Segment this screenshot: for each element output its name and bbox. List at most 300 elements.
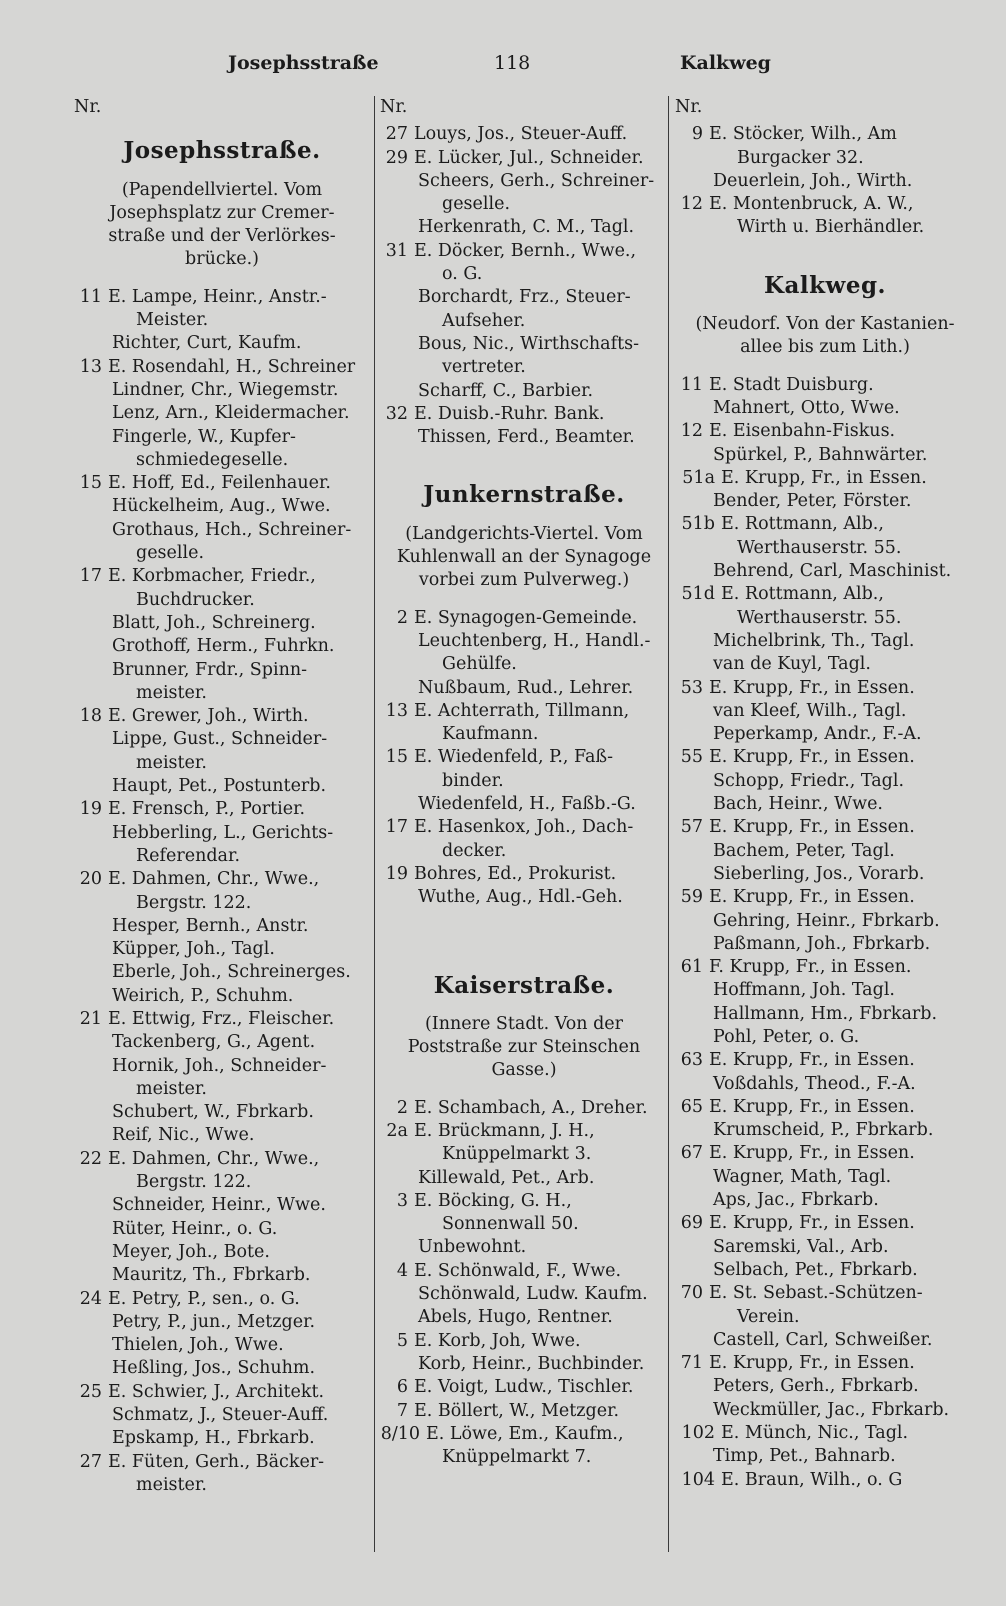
entry-text: geselle. (136, 543, 205, 564)
directory-entry (74, 612, 370, 635)
directory-entry (675, 467, 975, 490)
directory-entry (675, 1422, 975, 1445)
entry-text: Wiedenfeld, H., Faßb.-G. (418, 794, 636, 815)
directory-entry (675, 1329, 975, 1352)
directory-entry (74, 1148, 370, 1171)
house-number: 59 (680, 887, 703, 908)
house-number: 31 (385, 240, 408, 261)
entry-text: E. Löwe, Em., Kaufm., (426, 1423, 624, 1444)
entry-text: E. Achterrath, Tillmann, (414, 700, 630, 721)
entry-text: Weirich, P., Schuhm. (112, 985, 294, 1006)
directory-entry (380, 240, 668, 263)
entry-text: Buchdrucker. (136, 589, 255, 610)
entry-text: Scheers, Gerh., Schreiner- (418, 170, 655, 191)
entry-text: Sieberling, Jos., Vorarb. (713, 863, 925, 884)
street-description (675, 313, 975, 360)
directory-entry (74, 495, 370, 518)
directory-entry (74, 822, 370, 845)
entry-text: Meister. (136, 310, 209, 331)
entry-text: E. Hoff, Ed., Feilenhauer. (108, 473, 331, 494)
directory-entry (380, 816, 668, 839)
entry-text: decker. (442, 840, 507, 861)
directory-entry (675, 1096, 975, 1119)
entry-text: van de Kuyl, Tagl. (713, 654, 871, 675)
entry-text: Mauritz, Th., Fbrkarb. (112, 1265, 311, 1286)
directory-entry (675, 979, 975, 1002)
house-number: 65 (680, 1096, 703, 1117)
entry-text: Blatt, Joh., Schreinerg. (112, 612, 316, 633)
directory-entry (74, 1427, 370, 1450)
directory-entry (74, 845, 370, 868)
entry-text: Burgacker 32. (737, 147, 864, 168)
entry-text: meister. (136, 752, 207, 773)
entry-text: Scharff, C., Barbier. (418, 380, 594, 401)
entry-text: E. Korbmacher, Friedr., (108, 566, 316, 587)
directory-entry (380, 793, 668, 816)
entry-text: E. Böcking, G. H., (414, 1190, 572, 1211)
house-number: 2a (386, 1120, 408, 1141)
directory-entry (74, 286, 370, 309)
entry-text: Hesper, Bernh., Anstr. (112, 915, 309, 936)
entry-text: Peperkamp, Andr., F.-A. (713, 724, 922, 745)
entry-text: Lenz, Arn., Kleidermacher. (112, 403, 350, 424)
directory-entry (74, 938, 370, 961)
entry-text: E. Krupp, Fr., in Essen. (721, 467, 927, 488)
directory-entry (675, 1352, 975, 1375)
entry-text: Werthauserstr. 55. (737, 537, 902, 558)
directory-entry (74, 635, 370, 658)
entry-text: meister. (136, 1474, 207, 1495)
directory-entry (74, 1288, 370, 1311)
street-description (74, 179, 370, 272)
directory-entry (380, 123, 668, 146)
entry-list (74, 286, 370, 1497)
directory-entry (74, 356, 370, 379)
entry-text: E. Ettwig, Frz., Fleischer. (108, 1008, 335, 1029)
entry-text: Pohl, Peter, o. G. (713, 1026, 860, 1047)
entry-text: E. Krupp, Fr., in Essen. (709, 677, 915, 698)
house-number: 51b (681, 514, 715, 535)
description-line: brücke.) (185, 249, 259, 270)
entry-text: Leuchtenberg, H., Handl.- (418, 630, 651, 651)
entry-text: Bergstr. 122. (136, 892, 252, 913)
directory-entry (380, 1283, 668, 1306)
house-number: 12 (680, 421, 703, 442)
entry-text: Bergstr. 122. (136, 1172, 252, 1193)
house-number: 8/10 (380, 1423, 420, 1444)
entry-text: Bachem, Peter, Tagl. (713, 840, 895, 861)
street-title: Kaiserstraße. (433, 971, 615, 999)
entry-text: E. Grewer, Joh., Wirth. (108, 706, 309, 727)
directory-entry (380, 356, 668, 379)
entry-text: Deuerlein, Joh., Wirth. (713, 170, 913, 191)
house-number: 2 (396, 1097, 408, 1118)
entry-text: Bous, Nic., Wirthschafts- (418, 333, 640, 354)
entry-text: Wirth u. Bierhändler. (737, 217, 925, 238)
directory-entry (74, 519, 370, 542)
house-number: 29 (385, 147, 408, 168)
entry-text: Peters, Gerh., Fbrkarb. (713, 1376, 919, 1397)
directory-entry (380, 170, 668, 193)
house-number: 102 (681, 1423, 715, 1444)
street-title: Kalkweg. (763, 271, 887, 299)
house-number: 5 (396, 1330, 408, 1351)
house-number: 51d (681, 584, 715, 605)
entry-text: E. Schwier, J., Architekt. (108, 1381, 325, 1402)
entry-text: Tackenberg, G., Agent. (112, 1032, 316, 1053)
house-number: 104 (681, 1469, 715, 1490)
directory-entry (380, 1400, 668, 1423)
directory-entry (74, 1218, 370, 1241)
directory-entry (380, 1353, 668, 1376)
directory-entry (74, 1381, 370, 1404)
house-number: 19 (385, 863, 408, 884)
entry-text: meister. (136, 1078, 207, 1099)
entry-text: F. Krupp, Fr., in Essen. (709, 957, 912, 978)
directory-entry (74, 332, 370, 355)
street-description (380, 523, 668, 593)
entry-text: E. Dahmen, Chr., Wwe., (108, 1148, 320, 1169)
entry-text: Hornik, Joh., Schneider- (112, 1055, 327, 1076)
directory-entry (675, 374, 975, 397)
entry-text: Lippe, Gust., Schneider- (112, 729, 328, 750)
directory-entry (380, 147, 668, 170)
house-number: 2 (396, 607, 408, 628)
directory-entry (380, 1190, 668, 1213)
house-number: 61 (680, 957, 703, 978)
directory-entry (675, 1026, 975, 1049)
house-number: 4 (396, 1260, 408, 1281)
directory-entry (380, 863, 668, 886)
entry-text: Küpper, Joh., Tagl. (112, 939, 275, 960)
directory-entry (380, 886, 668, 909)
directory-entry (74, 426, 370, 449)
directory-entry (675, 147, 975, 170)
directory-entry (675, 1399, 975, 1422)
directory-entry (74, 752, 370, 775)
directory-entry (74, 1241, 370, 1264)
directory-entry (380, 723, 668, 746)
directory-entry (675, 1119, 975, 1142)
directory-entry (380, 193, 668, 216)
entry-text: binder. (442, 770, 504, 791)
directory-entry (380, 607, 668, 630)
entry-text: Schönwald, Ludw. Kaufm. (418, 1284, 648, 1305)
directory-entry (380, 1446, 668, 1469)
directory-entry (675, 677, 975, 700)
directory-entry (74, 1264, 370, 1287)
house-number: 9 (691, 124, 703, 145)
house-number: 7 (396, 1400, 408, 1421)
entry-text: E. Döcker, Bernh., Wwe., (414, 240, 637, 261)
entry-text: Killewald, Pet., Arb. (418, 1167, 595, 1188)
directory-entry (675, 886, 975, 909)
directory-entry (74, 659, 370, 682)
directory-entry (675, 700, 975, 723)
entry-text: E. Braun, Wilh., o. G (721, 1469, 903, 1490)
entry-text: Louys, Jos., Steuer-Auff. (414, 124, 628, 145)
directory-entry (74, 472, 370, 495)
directory-entry (380, 310, 668, 333)
house-number: 11 (79, 286, 102, 307)
street-title: Junkernstraße. (423, 481, 625, 509)
house-number: 67 (680, 1143, 703, 1164)
directory-entry (74, 892, 370, 915)
directory-entry (380, 216, 668, 239)
entry-text: Paßmann, Joh., Fbrkarb. (713, 933, 931, 954)
directory-entry (675, 770, 975, 793)
directory-entry (74, 1171, 370, 1194)
directory-entry (380, 263, 668, 286)
entry-text: Grothoff, Herm., Fuhrkn. (112, 636, 335, 657)
directory-entry (74, 868, 370, 891)
entry-text: Gehülfe. (442, 654, 517, 675)
directory-entry (675, 863, 975, 886)
entry-text: Schopp, Friedr., Tagl. (713, 770, 905, 791)
house-number: 11 (680, 374, 703, 395)
directory-entry (74, 589, 370, 612)
house-number: 13 (79, 356, 102, 377)
entry-text: E. Rosendahl, H., Schreiner (108, 356, 356, 377)
directory-entry (675, 746, 975, 769)
house-number: 18 (79, 706, 102, 727)
directory-entry (675, 397, 975, 420)
directory-entry (675, 123, 975, 146)
description-line: (Innere Stadt. Von der (424, 1013, 624, 1034)
entry-text: E. Lücker, Jul., Schneider. (414, 147, 644, 168)
entry-text: E. Krupp, Fr., in Essen. (709, 1050, 915, 1071)
directory-entry (675, 607, 975, 630)
entry-text: E. Krupp, Fr., in Essen. (709, 1213, 915, 1234)
entry-text: o. G. (442, 264, 483, 285)
directory-entry (675, 1003, 975, 1026)
entry-text: Epskamp, H., Fbrkarb. (112, 1428, 315, 1449)
directory-entry (380, 426, 668, 449)
house-number: 57 (680, 817, 703, 838)
directory-entry (74, 1311, 370, 1334)
entry-text: Selbach, Pet., Fbrkarb. (713, 1259, 918, 1280)
directory-entry (74, 915, 370, 938)
directory-entry (675, 1469, 975, 1492)
street-description (380, 1013, 668, 1083)
entry-text: E. Montenbruck, A. W., (709, 194, 914, 215)
page-number: 118 (494, 52, 531, 74)
entry-text: Meyer, Joh., Bote. (112, 1241, 270, 1262)
directory-entry (380, 630, 668, 653)
entry-text: E. Rottmann, Alb., (721, 584, 884, 605)
entry-list (675, 374, 975, 1492)
description-line: (Neudorf. Von der Kastanien- (695, 314, 955, 335)
directory-entry (675, 793, 975, 816)
house-number: 19 (79, 799, 102, 820)
entry-text: Hoffmann, Joh. Tagl. (713, 980, 895, 1001)
directory-entry (74, 1357, 370, 1380)
entry-text: Wagner, Math, Tagl. (713, 1166, 892, 1187)
column-2 (380, 96, 668, 1469)
house-number: 20 (79, 869, 102, 890)
entry-text: Haupt, Pet., Postunterb. (112, 776, 327, 797)
house-number: 55 (680, 747, 703, 768)
description-line: Josephsplatz zur Cremer- (109, 202, 335, 223)
entry-text: Knüppelmarkt 3. (442, 1144, 592, 1165)
directory-entry (74, 1194, 370, 1217)
directory-entry (380, 1376, 668, 1399)
entry-text: Fingerle, W., Kupfer- (112, 426, 296, 447)
house-number: 13 (385, 700, 408, 721)
directory-entry (74, 1101, 370, 1124)
entry-text: E. Dahmen, Chr., Wwe., (108, 869, 320, 890)
entry-text: Voßdahls, Theod., F.-A. (713, 1073, 916, 1094)
directory-entry (380, 770, 668, 793)
directory-entry (74, 1404, 370, 1427)
entry-text: E. Krupp, Fr., in Essen. (709, 1353, 915, 1374)
directory-entry (675, 1212, 975, 1235)
directory-entry (675, 216, 975, 239)
entry-text: E. Frensch, P., Portier. (108, 799, 306, 820)
entry-text: E. Hasenkox, Joh., Dach- (414, 817, 634, 838)
entry-text: E. Füten, Gerh., Bäcker- (108, 1451, 325, 1472)
house-number: 27 (385, 124, 408, 145)
entry-text: Hückelheim, Aug., Wwe. (112, 496, 331, 517)
directory-entry (74, 542, 370, 565)
entry-text: Lindner, Chr., Wiegemstr. (112, 379, 339, 400)
entry-text: Herkenrath, C. M., Tagl. (418, 217, 635, 238)
directory-entry (675, 1166, 975, 1189)
entry-list (675, 123, 975, 239)
directory-entry (675, 956, 975, 979)
entry-text: Bach, Heinr., Wwe. (713, 794, 883, 815)
directory-entry (74, 1474, 370, 1497)
entry-text: E. Krupp, Fr., in Essen. (709, 747, 915, 768)
entry-list (380, 607, 668, 910)
directory-entry (675, 513, 975, 536)
directory-entry (675, 560, 975, 583)
entry-text: E. Korb, Joh, Wwe. (414, 1330, 581, 1351)
entry-text: E. Schönwald, F., Wwe. (414, 1260, 622, 1281)
entry-list (380, 1097, 668, 1470)
house-number: 17 (79, 566, 102, 587)
directory-entry (675, 444, 975, 467)
house-number: 27 (79, 1451, 102, 1472)
directory-entry (380, 840, 668, 863)
house-number: 53 (680, 677, 703, 698)
directory-entry (74, 1031, 370, 1054)
entry-text: Saremski, Val., Arb. (713, 1236, 889, 1257)
entry-text: E. Duisb.-Ruhr. Bank. (414, 403, 605, 424)
nr-label: Nr. (675, 97, 703, 117)
entry-text: Verein. (737, 1306, 800, 1327)
directory-entry (380, 1213, 668, 1236)
directory-entry (675, 537, 975, 560)
entry-text: meister. (136, 682, 207, 703)
entry-text: Aufseher. (442, 310, 526, 331)
description-line: Kuhlenwall an der Synagoge (396, 547, 652, 568)
entry-text: E. Krupp, Fr., in Essen. (709, 1143, 915, 1164)
directory-entry (675, 1375, 975, 1398)
directory-entry (675, 723, 975, 746)
house-number: 21 (79, 1008, 102, 1029)
directory-entry (74, 402, 370, 425)
house-number: 6 (396, 1377, 408, 1398)
entry-text: E. Krupp, Fr., in Essen. (709, 1096, 915, 1117)
directory-entry (675, 170, 975, 193)
directory-entry (380, 1260, 668, 1283)
entry-text: Nußbaum, Rud., Lehrer. (418, 677, 634, 698)
directory-entry (380, 286, 668, 309)
entry-text: E. Lampe, Heinr., Anstr.- (108, 286, 327, 307)
directory-entry (675, 1073, 975, 1096)
house-number: 70 (680, 1283, 703, 1304)
description-line: Gasse.) (491, 1060, 557, 1081)
entry-text: Spürkel, P., Bahnwärter. (713, 444, 928, 465)
directory-entry (380, 1236, 668, 1259)
directory-entry (675, 1282, 975, 1305)
directory-entry (380, 1330, 668, 1353)
entry-text: Hallmann, Hm., Fbrkarb. (713, 1003, 938, 1024)
house-number: 69 (680, 1213, 703, 1234)
entry-text: Aps, Jac., Fbrkarb. (713, 1190, 879, 1211)
entry-text: Schmatz, J., Steuer-Auff. (112, 1405, 329, 1426)
entry-text: Thielen, Joh., Wwe. (112, 1335, 284, 1356)
column-divider (668, 96, 669, 1552)
entry-text: Sonnenwall 50. (442, 1214, 579, 1235)
directory-entry (74, 705, 370, 728)
entry-text: Schubert, W., Fbrkarb. (112, 1102, 314, 1123)
entry-text: Richter, Curt, Kaufm. (112, 333, 302, 354)
entry-text: E. Stadt Duisburg. (709, 374, 874, 395)
house-number: 22 (79, 1148, 102, 1169)
entry-text: E. Böllert, W., Metzger. (414, 1400, 620, 1421)
directory-entry (74, 1008, 370, 1031)
description-line: Poststraße zur Steinschen (407, 1037, 641, 1058)
directory-entry (675, 1049, 975, 1072)
entry-text: Referendar. (136, 845, 241, 866)
house-number: 32 (385, 403, 408, 424)
directory-entry (675, 653, 975, 676)
entry-text: Knüppelmarkt 7. (442, 1447, 592, 1468)
entry-text: Unbewohnt. (418, 1237, 527, 1258)
entry-text: Schneider, Heinr., Wwe. (112, 1195, 326, 1216)
directory-entry (74, 449, 370, 472)
directory-entry (675, 933, 975, 956)
directory-entry (380, 1306, 668, 1329)
entry-text: Michelbrink, Th., Tagl. (713, 630, 915, 651)
directory-entry (380, 1423, 668, 1446)
entry-text: Gehring, Heinr., Fbrkarb. (713, 910, 940, 931)
entry-text: E. Rottmann, Alb., (721, 514, 884, 535)
directory-entry (380, 1097, 668, 1120)
house-number: 51a (682, 467, 715, 488)
house-number: 71 (680, 1353, 703, 1374)
entry-text: E. Voigt, Ludw., Tischler. (414, 1377, 634, 1398)
directory-entry (675, 1445, 975, 1468)
directory-entry (675, 583, 975, 606)
entry-list (380, 123, 668, 449)
running-header (0, 52, 1006, 86)
entry-text: Krumscheid, P., Fbrkarb. (713, 1120, 934, 1141)
header-left-street: Josephsstraße (228, 52, 379, 74)
column-1 (74, 96, 370, 1497)
directory-entry (74, 985, 370, 1008)
entry-text: Korb, Heinr., Buchbinder. (418, 1353, 645, 1374)
entry-text: vertreter. (442, 357, 526, 378)
description-line: (Papendellviertel. Vom (121, 179, 323, 200)
entry-text: Brunner, Frdr., Spinn- (112, 659, 308, 680)
entry-text: Reif, Nic., Wwe. (112, 1125, 255, 1146)
entry-text: E. Wiedenfeld, P., Faß- (414, 747, 614, 768)
entry-text: E. Krupp, Fr., in Essen. (709, 887, 915, 908)
directory-entry (380, 677, 668, 700)
